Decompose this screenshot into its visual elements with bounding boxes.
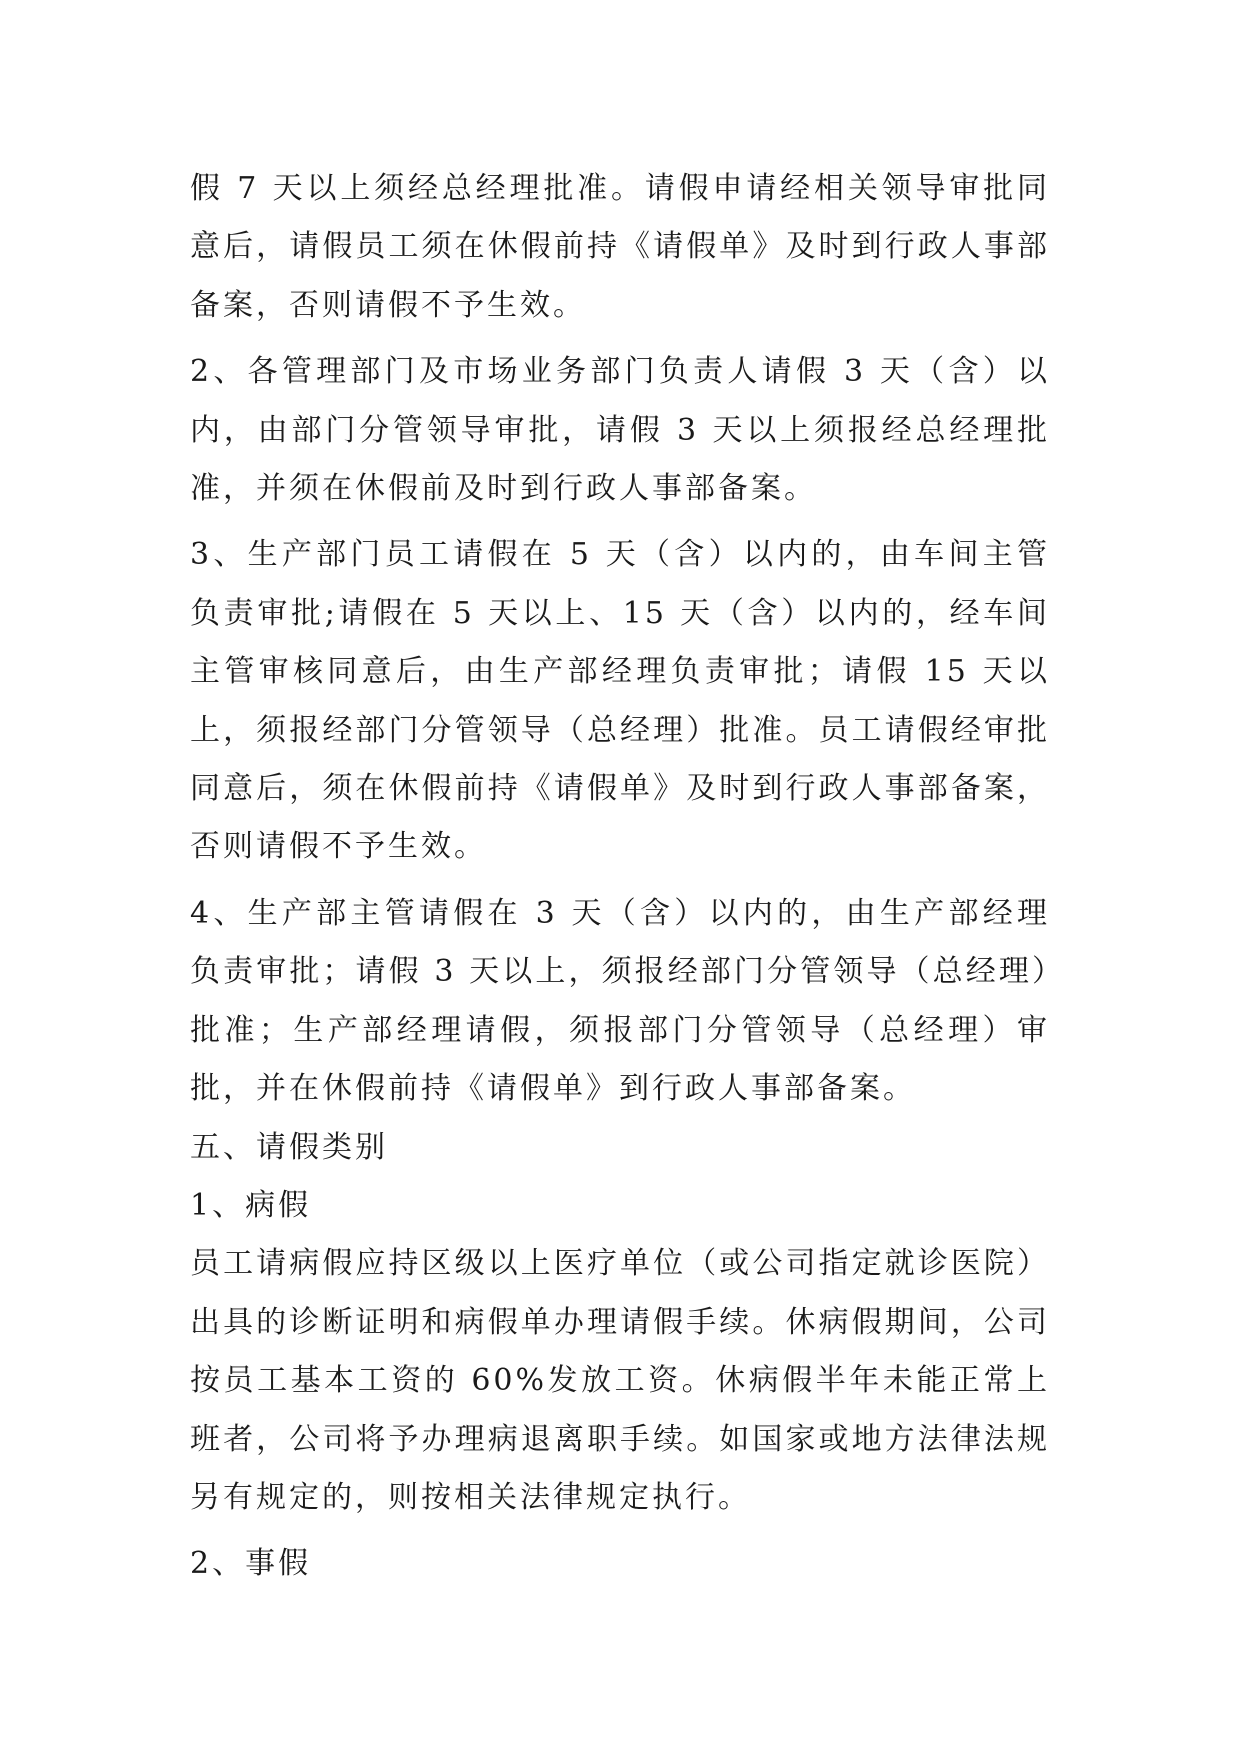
paragraph-item-2-managers: 2、各管理部门及市场业务部门负责人请假 3 天（含）以内，由部门分管领导审批，请假 3 天以上须报经总经理批准，并须在休假前及时到行政人事部备案。 — [190, 354, 1050, 507]
document-body — [190, 160, 1050, 1594]
section-heading-leave-types: 五、请假类别 — [190, 1129, 388, 1165]
paragraph-sick-leave-policy: 员工请病假应持区级以上医疗单位（或公司指定就诊医院）出具的诊断证明和病假单办理请假手续。休病假期间，公司按员工基本工资的 60%发放工资。休病假半年未能正常上班者，公司将予办理病退离职手续。如国家或地方法律法规另有规定的，则按相关法律规定执行。 — [190, 1246, 1050, 1515]
paragraph-approval-continuation: 假 7 天以上须经总经理批准。请假申请经相关领导审批同意后，请假员工须在休假前持《请假单》及时到行政人事部备案，否则请假不予生效。 — [190, 171, 1050, 323]
paragraph-item-3-production-staff: 3、生产部门员工请假在 5 天（含）以内的，由车间主管负责审批;请假在 5 天以上、15 天（含）以内的，经车间主管审核同意后，由生产部经理负责审批；请假 15 天以上，须报经部门分管领导（总经理）批准。员工请假经审批同意后，须在休假前持《请假单》及时到行政人事部备案，否则请假不予生效。 — [190, 537, 1050, 865]
paragraph-item-4-production-supervisors: 4、生产部主管请假在 3 天（含）以内的，由生产部经理负责审批；请假 3 天以上，须报经部门分管领导（总经理）批准；生产部经理请假，须报部门分管领导（总经理）审批，并在休假前持《请假单》到行政人事部备案。 — [190, 895, 1050, 1107]
subheading-personal-leave: 2、事假 — [190, 1546, 312, 1582]
subheading-sick-leave: 1、病假 — [190, 1187, 312, 1223]
